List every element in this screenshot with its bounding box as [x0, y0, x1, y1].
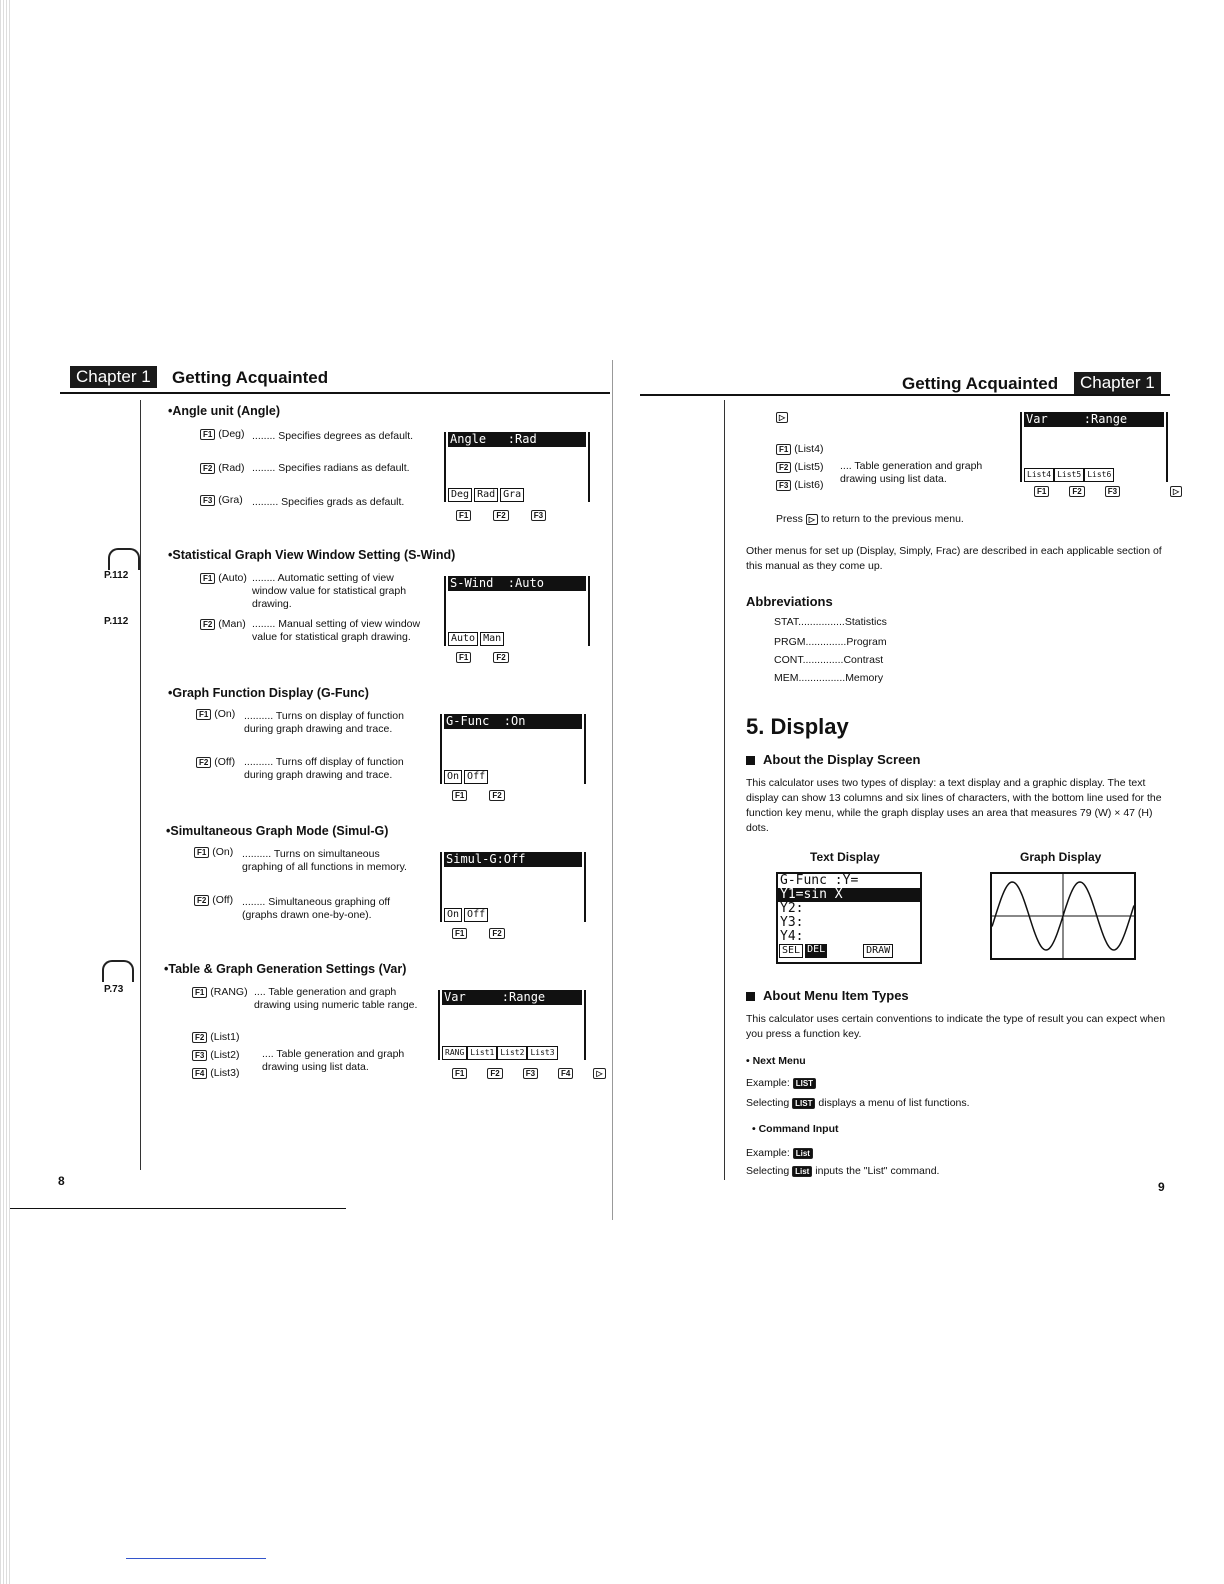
f1-key-icon: F1: [452, 790, 467, 801]
chapter-badge-left: Chapter 1: [70, 366, 157, 388]
text-display-label: Text Display: [810, 850, 880, 864]
f1-key-icon: F1: [192, 987, 207, 998]
f3-key-icon: F3: [192, 1050, 207, 1061]
angle-option-rad: F2 (Rad): [200, 462, 245, 474]
abbr-prgm: PRGM..............Program: [774, 636, 887, 648]
lcd-tab-rad: Rad: [474, 488, 498, 502]
f1-key-icon: F1: [1034, 486, 1049, 497]
reference-book-icon: [102, 960, 134, 982]
f1-key-icon: F1: [776, 444, 791, 455]
var-list6: F3 (List6): [776, 478, 823, 492]
f4-key-icon: F4: [558, 1068, 573, 1079]
var-list5: F2 (List5): [776, 460, 823, 474]
f2-key-icon: F2: [493, 510, 508, 521]
text-lcd-tab-draw: DRAW: [863, 944, 893, 958]
swind-lcd-screen: [444, 576, 590, 646]
header-rule-right: [640, 394, 1170, 396]
f2-key-icon: F2: [200, 619, 215, 630]
var-fkeys: [452, 1068, 606, 1079]
command-input-example: Example: List: [746, 1146, 813, 1161]
f2-key-icon: F2: [776, 462, 791, 473]
f4-key-icon: F4: [192, 1068, 207, 1079]
gfunc-option-off: F2 (Off): [196, 756, 235, 768]
f2-key-icon: F2: [194, 895, 209, 906]
text-lcd-tab-del: DEL: [805, 944, 827, 958]
f1-key-icon: F1: [456, 652, 471, 663]
about-menu-heading: About Menu Item Types: [746, 988, 909, 1003]
list-menu-key-icon: LIST: [792, 1098, 815, 1109]
lcd-tab-list4: List4: [1024, 468, 1054, 482]
text-lcd-row-3: Y2:: [780, 901, 804, 916]
lcd-tab-on: On: [444, 908, 462, 922]
f3-key-icon: F3: [1105, 486, 1120, 497]
f2-key-icon: F2: [489, 928, 504, 939]
gfunc-lcd-top: G-Func :On: [444, 714, 582, 729]
f2-key-icon: F2: [200, 463, 215, 474]
var-list1: F2 (List1): [192, 1030, 239, 1044]
page-ref-var: P.73: [104, 984, 124, 995]
swind-man-desc: ........ Manual setting of view window value for statistical graph drawing.: [252, 618, 421, 643]
simulg-heading: •Simultaneous Graph Mode (Simul-G): [166, 824, 389, 838]
swind-option-auto: F1 (Auto): [200, 572, 247, 584]
f2-key-icon: F2: [192, 1032, 207, 1043]
var-list4: F1 (List4): [776, 442, 823, 456]
page-number-left: 8: [58, 1174, 65, 1188]
var-list-desc-right: .... Table generation and graph drawing using list data.: [840, 460, 983, 485]
lcd-tab-off: Off: [464, 908, 488, 922]
angle-heading: •Angle unit (Angle): [168, 404, 280, 418]
other-menus-note: Other menus for set up (Display, Simply, Frac) are described in each applicable section of this manual as they come up.: [746, 545, 1162, 572]
f2-key-icon: F2: [1069, 486, 1084, 497]
list-command-key-icon: List: [793, 1148, 813, 1159]
right-margin-rule: [724, 400, 725, 1180]
page-ref-swind-man: P.112: [104, 616, 129, 627]
next-menu-example: Example: LIST: [746, 1076, 816, 1091]
abbreviations-heading: Abbreviations: [746, 594, 833, 609]
book-gutter: [0, 0, 10, 1584]
page-spine: [612, 360, 613, 1220]
angle-lcd-screen: [444, 432, 590, 502]
text-lcd-row-2: Y1=sin X: [778, 888, 920, 902]
swind-auto-desc: ........ Automatic setting of view window value for statistical graph drawing.: [252, 572, 407, 610]
f1-key-icon: F1: [194, 847, 209, 858]
simulg-option-on: F1 (On): [194, 846, 233, 858]
gfunc-on-desc: .......... Turns on display of function during graph drawing and trace.: [244, 710, 404, 735]
swind-option-man: F2 (Man): [200, 618, 246, 630]
lcd-tab-auto: Auto: [448, 632, 478, 646]
angle-lcd-menu: [448, 488, 524, 502]
swind-lcd-menu: [448, 632, 504, 646]
lcd-tab-gra: Gra: [500, 488, 524, 502]
simulg-option-off: F2 (Off): [194, 894, 233, 906]
next-arrow-key-icon: ▷: [593, 1068, 605, 1079]
abbr-mem: MEM................Memory: [774, 672, 884, 684]
about-display-text: This calculator uses two types of display: a text display and a graphic display. The text display can show 13 columns and six lines of characters, with the bottom line used for the function key menu, while the graph display uses an area that measures 79 (W) × 47 (H) dots.: [746, 777, 1162, 834]
var-lcd-top-right: Var :Range: [1024, 412, 1164, 427]
lcd-tab-off: Off: [464, 770, 488, 784]
var-lcd-screen-right: [1020, 412, 1168, 482]
simulg-lcd-screen: [440, 852, 586, 922]
var-lcd-menu-right: [1024, 468, 1114, 482]
var-list2: F3 (List2): [192, 1048, 239, 1062]
gfunc-heading: •Graph Function Display (G-Func): [168, 686, 369, 700]
lcd-tab-list1: List1: [467, 1046, 497, 1060]
page-ref-swind-auto: P.112: [104, 570, 129, 581]
f1-key-icon: F1: [196, 709, 211, 720]
f3-key-icon: F3: [776, 480, 791, 491]
simulg-on-desc: .......... Turns on simultaneous graphing of all functions in memory.: [242, 848, 407, 873]
about-menu-text: This calculator uses certain conventions to indicate the type of result you can expect when you press a function key.: [746, 1013, 1166, 1040]
angle-fkeys: [456, 510, 546, 521]
f2-key-icon: F2: [489, 790, 504, 801]
var-lcd-menu: [442, 1046, 558, 1060]
var-lcd-screen: [438, 990, 586, 1060]
next-arrow-key-icon: ▷: [806, 514, 818, 525]
text-lcd-tab-sel: SEL: [779, 944, 803, 958]
lcd-tab-rang: RANG: [442, 1046, 467, 1060]
square-bullet-icon: [746, 992, 755, 1001]
left-margin-rule: [140, 400, 141, 1170]
angle-option-gra: F3 (Gra): [200, 494, 243, 506]
angle-gra-desc: ......... Specifies grads as default.: [252, 496, 405, 508]
next-arrow-key-icon: ▷: [776, 412, 788, 423]
var-lcd-top: Var :Range: [442, 990, 582, 1005]
gfunc-lcd-menu: [444, 770, 488, 784]
reference-book-icon: [108, 548, 140, 570]
var-list3: F4 (List3): [192, 1066, 239, 1080]
next-menu-heading: • Next Menu: [746, 1055, 806, 1067]
list-command-key-icon: List: [792, 1166, 812, 1177]
square-bullet-icon: [746, 756, 755, 765]
var-option-rang: F1 (RANG): [192, 986, 248, 998]
next-menu-selection: Selecting LIST displays a menu of list functions.: [746, 1097, 970, 1109]
section-title-display: 5. Display: [746, 714, 849, 739]
abbr-stat: STAT................Statistics: [774, 616, 887, 628]
chapter-title-left: Getting Acquainted: [172, 368, 329, 387]
f3-key-icon: F3: [531, 510, 546, 521]
f1-key-icon: F1: [456, 510, 471, 521]
scan-edge-mark: [126, 1558, 266, 1559]
angle-deg-desc: ........ Specifies degrees as default.: [252, 430, 414, 442]
simulg-lcd-menu: [444, 908, 488, 922]
graph-display-screen: [990, 872, 1136, 960]
chapter-title-right: Getting Acquainted: [902, 374, 1059, 393]
press-return-note: Press ▷ to return to the previous menu.: [776, 513, 964, 525]
var-heading: •Table & Graph Generation Settings (Var): [164, 962, 407, 976]
f1-key-icon: F1: [200, 429, 215, 440]
chapter-badge-right: Chapter 1: [1074, 372, 1161, 394]
footer-rule-left: [10, 1208, 346, 1209]
next-arrow-key-icon: ▷: [1170, 486, 1182, 497]
var-rang-desc: .... Table generation and graph drawing using numeric table range.: [254, 986, 418, 1011]
text-display-screen: [776, 872, 922, 964]
gfunc-off-desc: .......... Turns off display of function during graph drawing and trace.: [244, 756, 404, 781]
angle-option-deg: F1 (Deg): [200, 428, 245, 440]
angle-lcd-top: Angle :Rad: [448, 432, 586, 447]
command-input-selection: Selecting List inputs the "List" command.: [746, 1165, 940, 1177]
lcd-tab-list6: List6: [1084, 468, 1114, 482]
var-list-desc: .... Table generation and graph drawing using list data.: [262, 1048, 405, 1073]
f3-key-icon: F3: [523, 1068, 538, 1079]
text-lcd-row-1: G-Func :Y=: [780, 873, 859, 888]
lcd-tab-man: Man: [480, 632, 504, 646]
swind-fkeys: [456, 652, 509, 663]
abbr-cont: CONT..............Contrast: [774, 654, 884, 666]
f2-key-icon: F2: [196, 757, 211, 768]
gfunc-lcd-screen: [440, 714, 586, 784]
f2-key-icon: F2: [493, 652, 508, 663]
var-fkeys-right: [1034, 486, 1182, 497]
lcd-tab-list5: List5: [1054, 468, 1084, 482]
list-menu-key-icon: LIST: [793, 1078, 816, 1089]
f2-key-icon: F2: [487, 1068, 502, 1079]
command-input-heading: • Command Input: [752, 1123, 839, 1135]
angle-rad-desc: ........ Specifies radians as default.: [252, 462, 410, 474]
swind-lcd-top: S-Wind :Auto: [448, 576, 586, 591]
f1-key-icon: F1: [452, 1068, 467, 1079]
about-display-heading: About the Display Screen: [746, 752, 920, 767]
f1-key-icon: F1: [200, 573, 215, 584]
swind-heading: •Statistical Graph View Window Setting (S-Wind): [168, 548, 456, 562]
text-lcd-menu: [778, 944, 920, 958]
text-lcd-row-4: Y3:: [780, 915, 804, 930]
text-lcd-row-5: Y4:: [780, 929, 804, 944]
lcd-tab-deg: Deg: [448, 488, 472, 502]
simulg-fkeys: [452, 928, 505, 939]
gfunc-option-on: F1 (On): [196, 708, 235, 720]
page-number-right: 9: [1158, 1180, 1165, 1194]
simulg-lcd-top: Simul-G:Off: [444, 852, 582, 867]
graph-display-label: Graph Display: [1020, 850, 1102, 864]
lcd-tab-list2: List2: [497, 1046, 527, 1060]
header-rule-left: [60, 392, 610, 394]
f1-key-icon: F1: [452, 928, 467, 939]
gfunc-fkeys: [452, 790, 505, 801]
simulg-off-desc: ........ Simultaneous graphing off (graphs drawn one-by-one).: [242, 896, 391, 921]
lcd-tab-list3: List3: [527, 1046, 557, 1060]
f3-key-icon: F3: [200, 495, 215, 506]
lcd-tab-on: On: [444, 770, 462, 784]
